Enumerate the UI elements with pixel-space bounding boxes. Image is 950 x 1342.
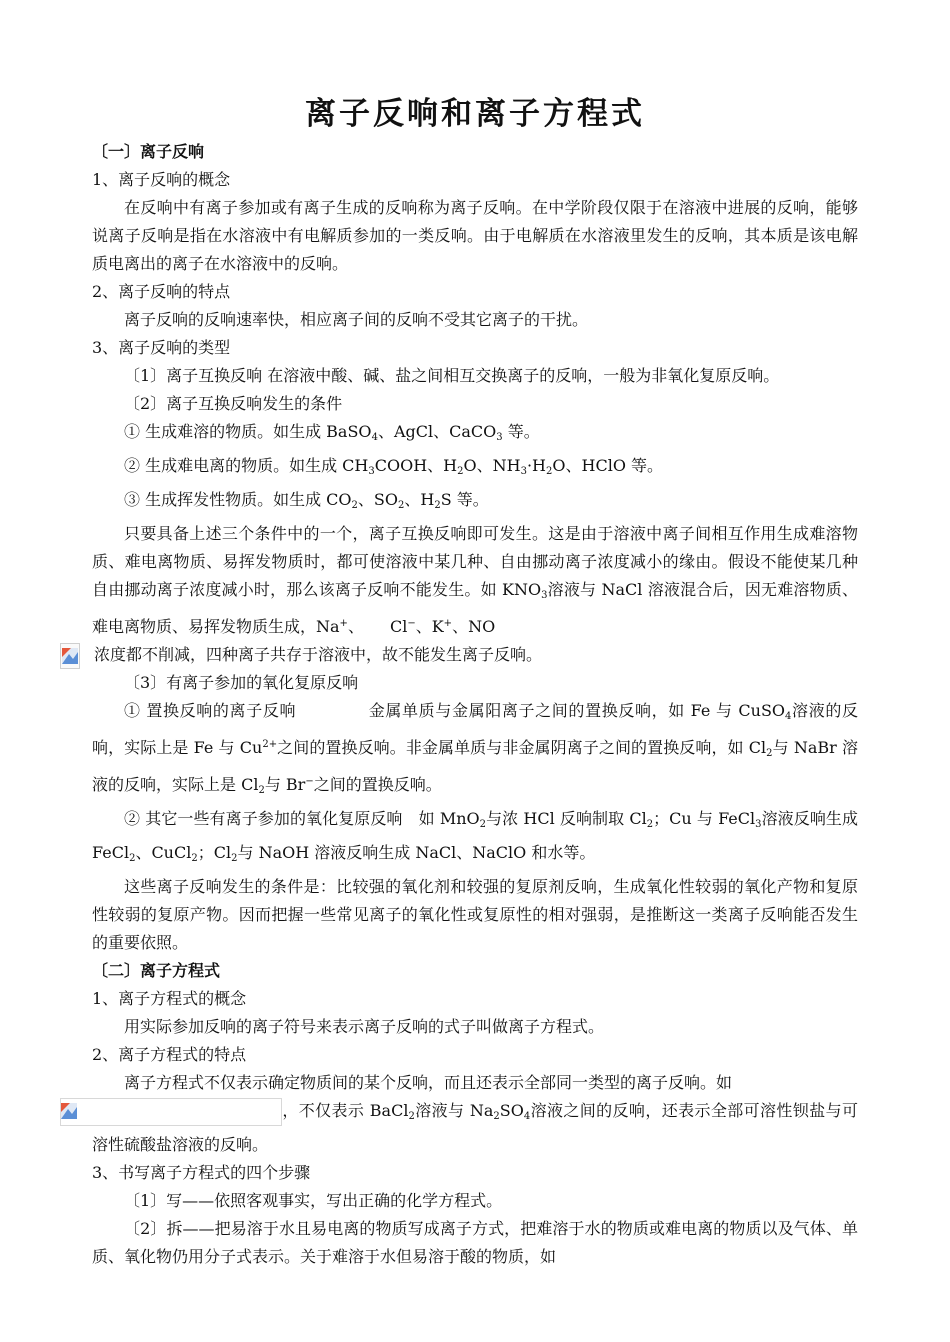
equation-image-placeholder xyxy=(60,1098,282,1126)
section-heading-ionic-equation: 〔二〕离子方程式 xyxy=(92,961,221,980)
concept-paragraph: 在反响中有离子参加或有离子生成的反响称为离子反响。在中学阶段仅限于在溶液中进展的反响，能够说离子反响是指在水溶液中有电解质参加的一类反响。由于电解质在水溶液里发生的反响，其本质是该电解质电离出的离子在水溶液中的反响。 xyxy=(92,198,858,273)
section-heading-ionic-reaction: 〔一〕离子反响 xyxy=(92,142,205,161)
condition-insoluble: ① 生成难溶的物质。如生成 BaSO$_4$、AgCl、CaCO$_3$ 等。 xyxy=(124,422,540,443)
types-title: 3、离子反响的类型 xyxy=(92,338,231,357)
condition-weak-electrolyte: ② 生成难电离的物质。如生成 $CH_3COOH$、$H_2O$、$NH_3\cdot H_2O$、HClO 等。 xyxy=(124,456,664,477)
equation-concept-paragraph: 用实际参加反响的离子符号来表示离子反响的式子叫做离子方程式。 xyxy=(124,1017,605,1036)
type-exchange-paragraph: 〔1〕离子互换反响 在溶液中酸、碱、盐之间相互交换离子的反响，一般为非氧化复原反响。 xyxy=(124,366,780,385)
document-page xyxy=(92,92,858,1271)
broken-image-icon xyxy=(60,643,80,669)
equation-features-paragraph: 离子方程式不仅表示确定物质间的某个反响，而且还表示全部同一类型的离子反响。如 ，不仅表示 BaCl$_2$溶液与 $Na_2SO_4$溶液之间的反响，还表示全部可溶性钡盐与可溶性硫酸盐溶液的反响。 xyxy=(92,1069,858,1159)
exchange-conditions-title: 〔2〕离子互换反响发生的条件 xyxy=(124,394,343,413)
features-paragraph: 离子反响的反响速率快，相应离子间的反响不受其它离子的干扰。 xyxy=(124,310,589,329)
equation-features-title: 2、离子方程式的特点 xyxy=(92,1045,247,1064)
features-title: 2、离子反响的特点 xyxy=(92,282,231,301)
redox-conditions-paragraph: 这些离子反响发生的条件是：比较强的氧化剂和较强的复原剂反响，生成氧化性较弱的氧化产物和复原性较弱的复原产物。因而把握一些常见离子的氧化性或复原性的相对强弱，是推断这一类离子反响能否发生的重要依照。 xyxy=(92,877,858,952)
condition-volatile: ③ 生成挥发性物质。如生成 $CO_2$、$SO_2$、$H_2S$ 等。 xyxy=(124,490,489,511)
exchange-explanation-paragraph: 只要具备上述三个条件中的一个，离子互换反响即可发生。这是由于溶液中离子间相互作用生成难溶物质、难电离物质、易挥发物质时，都可使溶液中某几种、自由挪动离子浓度减小的缘由。假设不能使某几种自由挪动离子浓度减小时，那么该离子反响不能发生。如 $KNO_3$溶液与 NaCl 溶液混合后，因无难溶物质、难电离物质、易挥发物质生成，Na+、 Cl−、K+、NO 浓度都不削减，四种离子共存于溶液中，故不能发生离子反响。 xyxy=(92,520,858,669)
concept-title: 1、离子反响的概念 xyxy=(92,170,231,189)
equation-concept-title: 1、离子方程式的概念 xyxy=(92,989,247,1008)
document-title: 离子反响和离子方程式 xyxy=(305,96,645,132)
redox-title: 〔3〕有离子参加的氧化复原反响 xyxy=(124,673,359,692)
step-write: 〔1〕写——依照客观事实，写出正确的化学方程式。 xyxy=(124,1191,503,1210)
broken-image-icon xyxy=(60,1099,80,1125)
step-split: 〔2〕拆——把易溶于水且易电离的物质写成离子方式，把难溶于水的物质或难电离的物质以及气体、单质、氧化物仍用分子式表示。关于难溶于水但易溶于酸的物质，如 xyxy=(92,1219,858,1266)
redox-other-paragraph: ② 其它一些有离子参加的氧化复原反响 如 MnO$_2$与浓 HCl 反响制取 $Cl_2$；Cu 与 FeCl$_3$溶液反响生成 FeCl$_2$、CuCl$_2$；$Cl_2$与 NaOH 溶液反响生成 NaCl、NaClO 和水等。 xyxy=(92,809,858,864)
redox-displacement-paragraph: ① 置换反响的离子反响 金属单质与金属阳离子之间的置换反响，如 Fe 与 CuSO$_4$溶液的反响，实际上是 Fe 与 $Cu^{2+}$之间的置换反响。非金属单质与非金属阴离子之间的置换反响，如 $Cl_2$与 NaBr 溶液的反响，实际上是 $Cl_2$与 Br−之间的置换反响。 xyxy=(92,701,858,796)
steps-title: 3、书写离子方程式的四个步骤 xyxy=(92,1163,311,1182)
